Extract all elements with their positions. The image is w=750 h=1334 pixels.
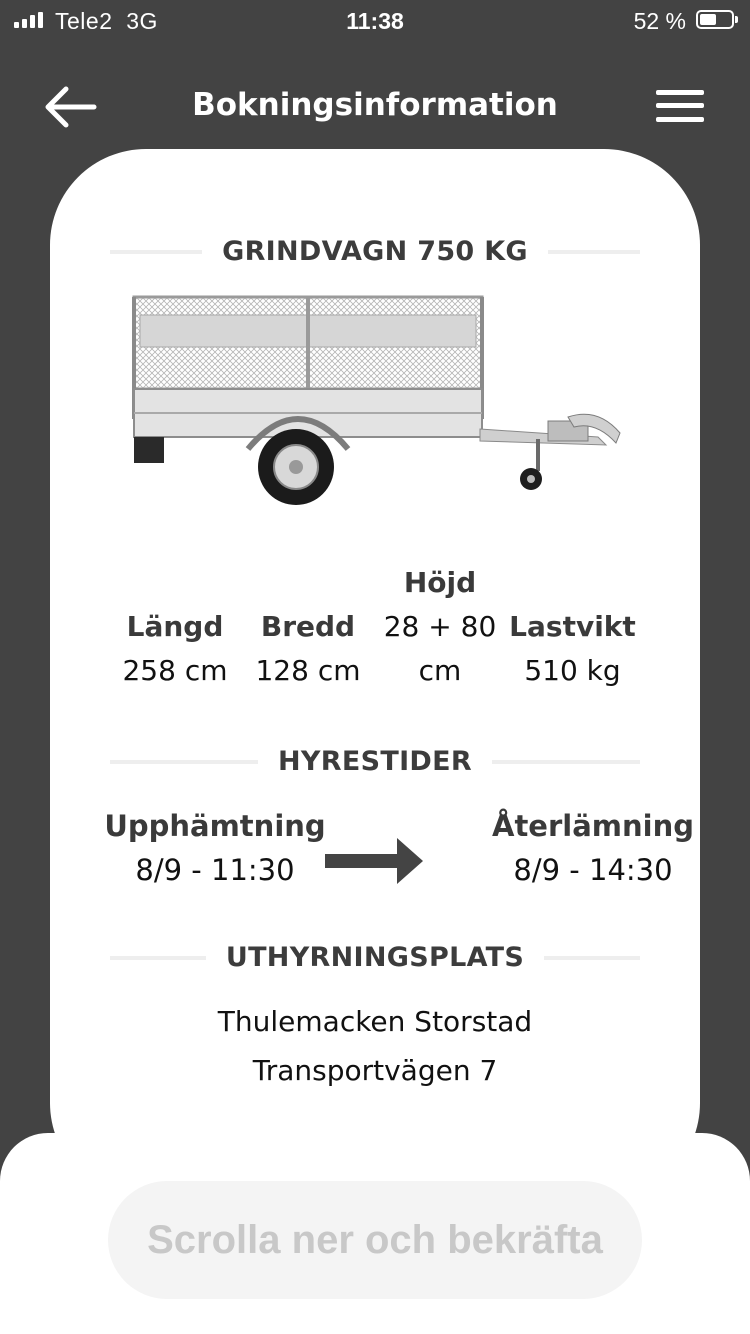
bottom-sheet (0, 1133, 750, 1334)
rental-times-heading: HYRESTIDER (110, 746, 640, 777)
rental-times (100, 804, 694, 894)
trailer-image (128, 289, 628, 514)
arrow-right-icon (325, 836, 425, 886)
battery-icon (696, 10, 734, 29)
vehicle-heading (110, 236, 640, 267)
vehicle-name: GRINDVAGN 750 KG (222, 236, 528, 267)
spec-load: Lastvikt 510 kg (509, 610, 636, 687)
rental-place-name: Thulemacken Storstad (217, 1005, 533, 1038)
menu-button[interactable] (656, 90, 704, 122)
page-title: Bokningsinformation (192, 87, 558, 123)
carrier-label: Tele2 3G (55, 8, 158, 34)
battery-percent: 52 % (633, 8, 686, 34)
pickup-time: Upphämtning 8/9 - 11:30 (104, 809, 326, 887)
status-time: 11:38 (346, 8, 404, 34)
confirm-button[interactable]: Scrolla ner och bekräfta (108, 1181, 642, 1299)
spec-length: Längd 258 cm (122, 610, 228, 687)
rental-place-address: Transportvägen 7 (252, 1054, 498, 1087)
vehicle-specs (100, 563, 640, 693)
return-time: Återlämning 8/9 - 14:30 (492, 809, 694, 887)
booking-card (50, 149, 700, 1199)
spec-width: Bredd 128 cm (255, 610, 361, 687)
spec-height: Höjd 28 + 80 cm (383, 566, 497, 687)
rental-place-heading: UTHYRNINGSPLATS (110, 942, 640, 973)
hamburger-menu-icon (656, 90, 704, 95)
status-bar (0, 0, 750, 42)
